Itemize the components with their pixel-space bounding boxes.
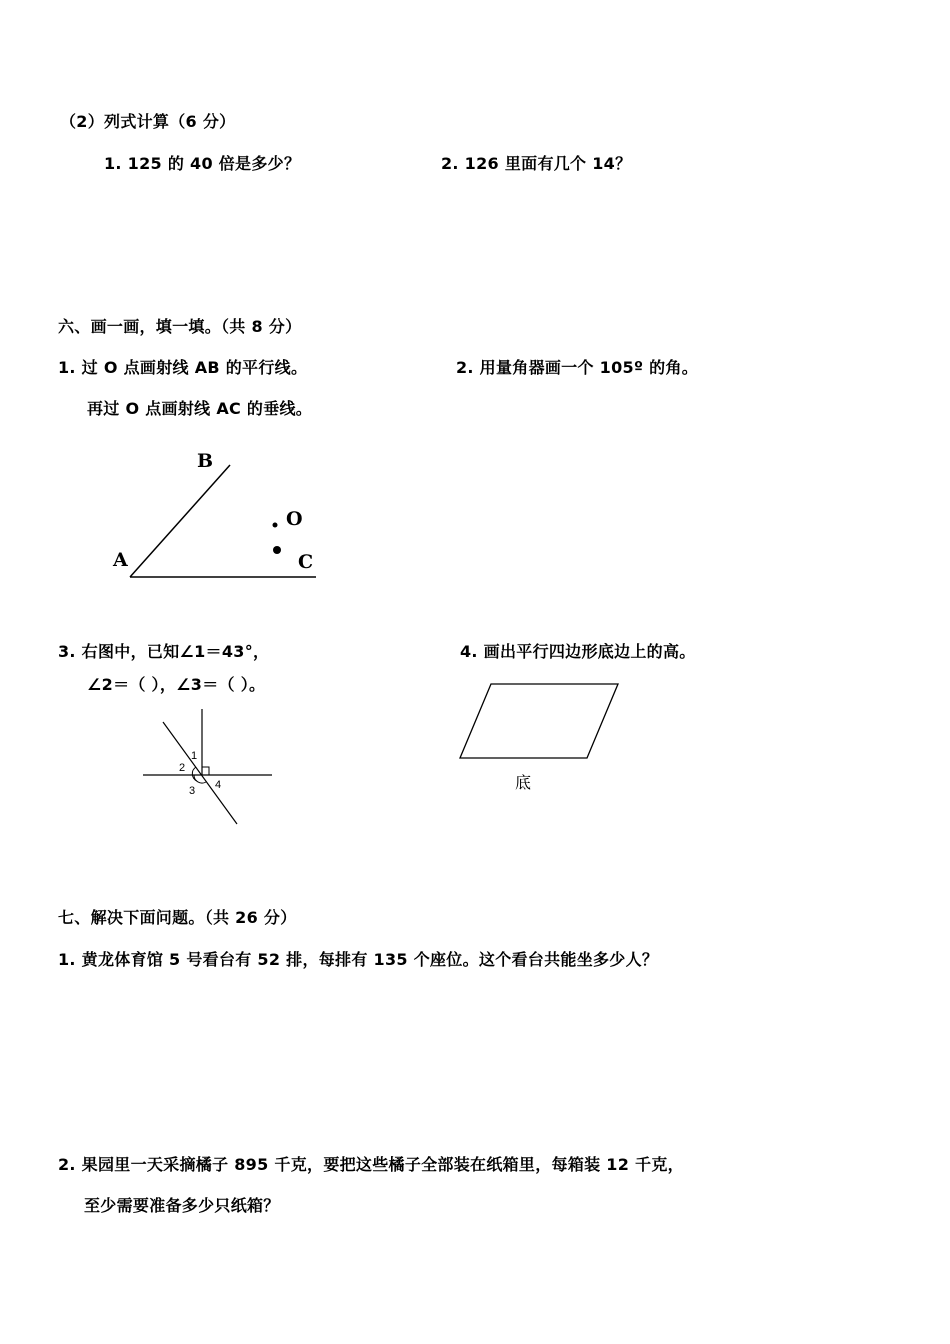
- angle-label-3: 3: [189, 785, 196, 797]
- section6-q3-line2: ∠2＝（ ），∠3＝（ ）。: [87, 675, 266, 694]
- right-angle-mark: [202, 767, 209, 775]
- section6-q2: 2. 用量角器画一个 105º 的角。: [456, 358, 699, 377]
- angle-label-2: 2: [179, 762, 186, 774]
- point-dot: [273, 546, 281, 554]
- section7-heading: 七、解决下面问题。（共 26 分）: [58, 908, 297, 927]
- label-o: O: [286, 508, 303, 530]
- section6-q4: 4. 画出平行四边形底边上的高。: [460, 642, 696, 661]
- part2-question-2: 2. 126 里面有几个 14？: [441, 154, 632, 173]
- part2-heading: （2）列式计算（6 分）: [60, 112, 236, 131]
- label-c: C: [298, 551, 314, 573]
- section7-q1: 1. 黄龙体育馆 5 号看台有 52 排，每排有 135 个座位。这个看台共能坐多少人？: [58, 950, 659, 969]
- angle-label-1: 1: [191, 750, 198, 762]
- label-a: A: [113, 549, 128, 571]
- angle-label-4: 4: [215, 779, 222, 791]
- label-b: B: [197, 450, 214, 472]
- section6-q1-line1: 1. 过 O 点画射线 AB 的平行线。: [58, 358, 308, 377]
- section7-q2-line1: 2. 果园里一天采摘橘子 895 千克，要把这些橘子全部装在纸箱里，每箱装 12 千克，: [58, 1155, 684, 1174]
- point-o: [273, 523, 278, 528]
- part2-question-1: 1. 125 的 40 倍是多少？: [104, 154, 301, 173]
- base-label: 底: [515, 773, 532, 792]
- ray-ab: [130, 465, 230, 577]
- section6-q1-line2: 再过 O 点画射线 AC 的垂线。: [87, 399, 313, 418]
- section7-q2-line2: 至少需要准备多少只纸箱？: [84, 1196, 280, 1215]
- parallelogram: [460, 684, 618, 758]
- section6-q3-line1: 3. 右图中，已知∠1＝43°，: [58, 642, 270, 661]
- diagonal-line: [163, 722, 237, 824]
- section6-heading: 六、画一画，填一填。（共 8 分）: [58, 317, 302, 336]
